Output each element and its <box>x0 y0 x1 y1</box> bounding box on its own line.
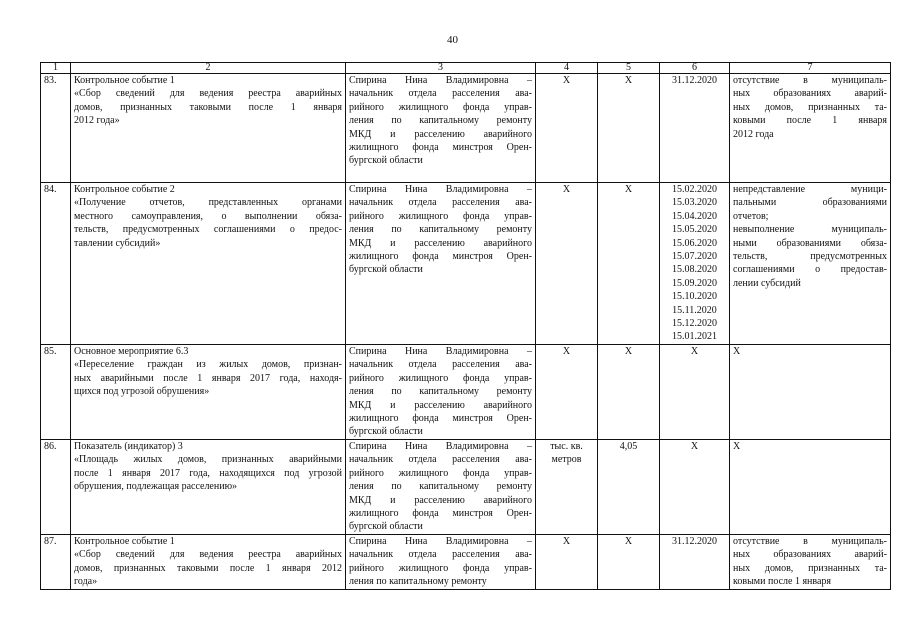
responsible-person <box>346 74 536 183</box>
text-line: Х <box>733 440 741 452</box>
unit-cell: Х <box>536 183 598 345</box>
text-line: 15.10.2020 <box>672 291 717 303</box>
unit-cell: Х <box>536 74 598 183</box>
text-line: обрушения, подлежащая расселению» <box>74 481 238 493</box>
text-line: 15.06.2020 <box>672 237 717 249</box>
text-line: Контрольное событие 1 <box>74 535 175 547</box>
text-line: рийного жилищного фонда управ- <box>349 372 532 384</box>
column-number: 5 <box>598 63 660 74</box>
text-line: Спирина Нина Владимировна – <box>349 440 532 452</box>
text-line: ковыми после 1 января <box>733 576 832 588</box>
text-line: МКД и расселению аварийного <box>349 128 532 140</box>
table-row <box>41 439 891 534</box>
date-cell <box>660 344 730 439</box>
column-number: 3 <box>346 63 536 74</box>
responsible-person <box>346 439 536 534</box>
value-cell: 4,05 <box>598 439 660 534</box>
text-line: ления по капитальному ремонту <box>349 386 532 398</box>
text-line: тельств, предусмотренных соглашениями о предос- <box>74 224 342 236</box>
text-line: рийного жилищного фонда управ- <box>349 562 532 574</box>
text-line: Контрольное событие 1 <box>74 75 175 86</box>
text-line: МКД и расселению аварийного <box>349 237 532 249</box>
text-line: «Переселение граждан из жилых домов, признан- <box>74 359 342 371</box>
text-line: рийного жилищного фонда управ- <box>349 210 532 222</box>
row-number: 85. <box>41 344 71 439</box>
text-line: тавлении субсидий» <box>74 237 161 249</box>
text-line: ных домов, признанных та- <box>733 101 887 113</box>
text-line: ных образованиях аварий- <box>733 549 887 561</box>
event-description <box>71 74 346 183</box>
text-line: непредставление муници- <box>733 184 887 195</box>
column-number: 7 <box>730 63 891 74</box>
text-line: ных образованиях аварий- <box>733 88 887 100</box>
text-line: 15.11.2020 <box>672 304 717 316</box>
result-cell <box>730 344 891 439</box>
column-number: 1 <box>41 63 71 74</box>
text-line: начальник отдела расселения ава- <box>349 359 532 371</box>
text-line: «Получение отчетов, представленных органами <box>74 197 342 209</box>
text-line: Х <box>690 440 699 452</box>
unit-cell: Х <box>536 344 598 439</box>
result-cell <box>730 183 891 345</box>
row-number: 83. <box>41 74 71 183</box>
text-line: жилищного фонда минстроя Орен- <box>349 507 532 519</box>
text-line: отсутствие в муниципаль- <box>733 535 887 547</box>
text-line: МКД и расселению аварийного <box>349 494 532 506</box>
result-cell <box>730 439 891 534</box>
text-line: тельств, предусмотренных <box>733 251 887 263</box>
text-line: бургской области <box>349 426 423 438</box>
text-line: года» <box>74 576 98 588</box>
text-line: Спирина Нина Владимировна – <box>349 345 532 357</box>
text-line: «Сбор сведений для ведения реестра аварийных <box>74 88 342 100</box>
text-line: Х <box>733 345 741 357</box>
text-line: ными образованиями обяза- <box>733 237 887 249</box>
text-line: ления по капитальному ремонту <box>349 481 532 493</box>
text-line: 15.07.2020 <box>672 251 717 263</box>
event-description <box>71 534 346 589</box>
date-cell <box>660 183 730 345</box>
column-number-row <box>41 63 891 74</box>
text-line: «Сбор сведений для ведения реестра аварийных <box>74 549 342 561</box>
date-cell <box>660 534 730 589</box>
text-line: щихся под угрозой обрушения» <box>74 386 210 398</box>
text-line: 15.02.2020 <box>672 184 717 195</box>
text-line: 2012 года <box>733 128 774 140</box>
text-line: 31.12.2020 <box>672 535 717 547</box>
text-line: «Площадь жилых домов, признанных аварийными <box>74 454 342 466</box>
text-line: Спирина Нина Владимировна – <box>349 75 532 86</box>
event-description <box>71 183 346 345</box>
text-line: отсутствие в муниципаль- <box>733 75 887 86</box>
text-line: Основное мероприятие 6.3 <box>74 345 189 357</box>
text-line: 15.09.2020 <box>672 277 717 289</box>
text-line: 2012 года» <box>74 115 120 127</box>
event-description <box>71 439 346 534</box>
value-cell: Х <box>598 344 660 439</box>
column-number: 4 <box>536 63 598 74</box>
text-line: 15.04.2020 <box>672 210 717 222</box>
text-line: отчетов; <box>733 210 769 222</box>
text-line: 31.12.2020 <box>672 75 717 86</box>
text-line: пальными образованиями <box>733 197 887 209</box>
text-line: жилищного фонда минстроя Орен- <box>349 412 532 424</box>
responsible-person <box>346 183 536 345</box>
text-line: бургской области <box>349 264 423 276</box>
plan-table <box>40 62 891 590</box>
result-cell <box>730 74 891 183</box>
value-cell: Х <box>598 74 660 183</box>
column-number: 6 <box>660 63 730 74</box>
text-line: ных аварийными после 1 января 2017 года, находя- <box>74 372 342 384</box>
result-cell <box>730 534 891 589</box>
text-line: домов, признанных таковыми после 1 января <box>74 101 342 113</box>
unit-cell: тыс. кв. метров <box>536 439 598 534</box>
text-line: лении субсидий <box>733 277 801 289</box>
text-line: начальник отдела расселения ава- <box>349 88 532 100</box>
text-line: Спирина Нина Владимировна – <box>349 535 532 547</box>
text-line: ных домов, признанных та- <box>733 562 887 574</box>
text-line: ления по капитальному ремонту <box>349 576 487 588</box>
text-line: после 1 января 2017 года, находящихся под угрозой <box>74 467 342 479</box>
row-number: 87. <box>41 534 71 589</box>
text-line: жилищного фонда минстроя Орен- <box>349 142 532 154</box>
row-number: 84. <box>41 183 71 345</box>
event-description <box>71 344 346 439</box>
text-line: 15.12.2020 <box>672 318 717 330</box>
text-line: начальник отдела расселения ава- <box>349 454 532 466</box>
date-cell <box>660 439 730 534</box>
text-line: ления по капитальному ремонту <box>349 115 532 127</box>
responsible-person <box>346 534 536 589</box>
text-line: местного самоуправления, о выполнении обяза- <box>74 210 342 222</box>
text-line: домов, признанных таковыми после 1 января 2012 <box>74 562 342 574</box>
text-line: бургской области <box>349 155 423 167</box>
text-line: жилищного фонда минстроя Орен- <box>349 251 532 263</box>
text-line: 15.03.2020 <box>672 197 717 209</box>
text-line: ковыми после 1 января <box>733 115 887 127</box>
date-cell <box>660 74 730 183</box>
unit-cell: Х <box>536 534 598 589</box>
text-line: 15.08.2020 <box>672 264 717 276</box>
value-cell: Х <box>598 183 660 345</box>
table-row <box>41 183 891 345</box>
text-line: бургской области <box>349 521 423 533</box>
responsible-person <box>346 344 536 439</box>
row-number: 86. <box>41 439 71 534</box>
table-row <box>41 74 891 183</box>
text-line: невыполнение муниципаль- <box>733 224 887 236</box>
text-line: 15.01.2021 <box>672 331 717 343</box>
page-number: 40 <box>447 34 458 46</box>
text-line: Спирина Нина Владимировна – <box>349 184 532 195</box>
table-row <box>41 534 891 589</box>
text-line: Х <box>690 345 699 357</box>
text-line: начальник отдела расселения ава- <box>349 549 532 561</box>
column-number: 2 <box>71 63 346 74</box>
text-line: рийного жилищного фонда управ- <box>349 467 532 479</box>
text-line: МКД и расселению аварийного <box>349 399 532 411</box>
text-line: ления по капитальному ремонту <box>349 224 532 236</box>
text-line: Показатель (индикатор) 3 <box>74 440 183 452</box>
text-line: рийного жилищного фонда управ- <box>349 101 532 113</box>
value-cell: Х <box>598 534 660 589</box>
text-line: Контрольное событие 2 <box>74 184 175 195</box>
text-line: начальник отдела расселения ава- <box>349 197 532 209</box>
table-row <box>41 344 891 439</box>
text-line: соглашениями о предостав- <box>733 264 887 276</box>
text-line: 15.05.2020 <box>672 224 717 236</box>
